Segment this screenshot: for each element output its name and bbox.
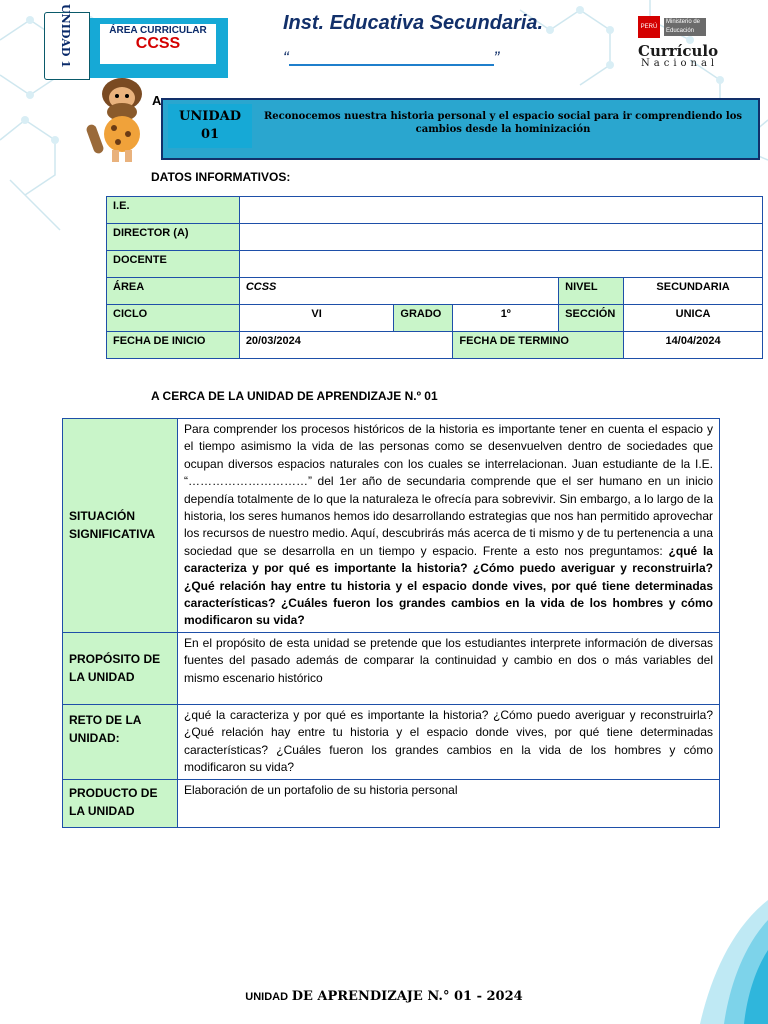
banner-title: Reconocemos nuestra historia personal y el espacio social para ir comprendiendo los cambios desde la hominización bbox=[256, 104, 750, 148]
ciclo-value: VI bbox=[239, 305, 394, 332]
about-table bbox=[62, 418, 720, 828]
quote-close: ” bbox=[493, 48, 500, 67]
unit-tab-label: UNIDAD 1 bbox=[59, 4, 72, 68]
area-label: ÁREA CURRICULAR bbox=[109, 25, 207, 36]
about-title: A CERCA DE LA UNIDAD DE APRENDIZAJE N.º 01 bbox=[151, 389, 438, 403]
corner-wave-decoration bbox=[640, 900, 768, 1024]
blank-line bbox=[289, 52, 494, 66]
ie-value bbox=[239, 197, 762, 224]
inicio-label: FECHA DE INICIO bbox=[107, 332, 240, 359]
institution-title: Inst. Educativa Secundaria. bbox=[283, 12, 544, 34]
area-inner bbox=[100, 24, 216, 64]
producto-label: PRODUCTO DE LA UNIDAD bbox=[63, 779, 178, 827]
banner-unit-box bbox=[168, 104, 252, 148]
director-label: DIRECTOR (A) bbox=[107, 224, 240, 251]
banner-unit-number: 01 bbox=[200, 127, 220, 142]
reto-label: RETO DE LA UNIDAD: bbox=[63, 704, 178, 779]
table-row bbox=[107, 332, 763, 359]
ciclo-label: CICLO bbox=[107, 305, 240, 332]
nivel-value: SECUNDARIA bbox=[624, 278, 763, 305]
info-table bbox=[106, 196, 763, 359]
quote-open: “ bbox=[283, 48, 289, 67]
table-row bbox=[107, 197, 763, 224]
producto-text: Elaboración de un portafolio de su historia personal bbox=[178, 779, 720, 827]
footer-main: DE APRENDIZAJE N.° 01 - 2024 bbox=[291, 989, 523, 1004]
flag-label: PERÚ bbox=[640, 24, 658, 30]
reto-text: ¿qué la caracteriza y por qué es importante la historia? ¿Cómo puedo averiguar y reconstruirla? ¿Qué relación hay entre tu historia y el espacio donde vives, por qué tiene determinadas características? ¿Cuáles fueron los grandes cambios en la vida de los hombres y cómo modificaron su vida? bbox=[178, 704, 720, 779]
area-row-value: CCSS bbox=[239, 278, 558, 305]
table-row bbox=[63, 704, 720, 779]
area-row-label: ÁREA bbox=[107, 278, 240, 305]
ministry-label: Ministerio de Educación bbox=[664, 18, 706, 36]
grado-value: 1º bbox=[453, 305, 559, 332]
proposito-text: En el propósito de esta unidad se pretende que los estudiantes interprete información de diversas fuentes del pasado además de comparar la continuidad y cambio en dos o más variables del mismo escenario histórico bbox=[178, 632, 720, 704]
caveman-icon bbox=[86, 72, 158, 164]
situacion-questions: ¿qué la caracteriza y por qué es importante la historia? ¿Cómo puedo averiguar y reconstruirla? ¿Qué relación hay entre tu historia y el espacio donde vives, por qué tiene determinadas características? ¿Cuáles fueron los grandes cambios en la vida de los hombres y cómo modificaron su vida? bbox=[184, 543, 713, 628]
grado-label: GRADO bbox=[394, 305, 453, 332]
page-footer bbox=[0, 988, 768, 1004]
termino-value: 14/04/2024 bbox=[624, 332, 763, 359]
banner-unit-word: UNIDAD bbox=[179, 109, 241, 124]
peru-flag-icon bbox=[638, 16, 660, 38]
logo-subtitle: Nacional bbox=[641, 58, 719, 69]
logo-title: Currículo bbox=[638, 42, 719, 60]
table-row bbox=[107, 278, 763, 305]
table-row bbox=[107, 224, 763, 251]
table-row bbox=[107, 251, 763, 278]
table-row bbox=[63, 419, 720, 633]
termino-label: FECHA DE TERMINO bbox=[453, 332, 624, 359]
situacion-cell bbox=[178, 419, 720, 633]
datos-title: DATOS INFORMATIVOS: bbox=[151, 170, 291, 184]
situacion-label: SITUACIÓN SIGNIFICATIVA bbox=[63, 419, 178, 633]
seccion-label: SECCIÓN bbox=[559, 305, 624, 332]
situacion-text: Para comprender los procesos históricos de la historia es importante tener en cuenta el espacio y el tiempo asimismo la vida de las personas como se desenvuelven dentro de sociedades que ocupan diversos espacios naturales con los cuales se interrelacionan. Juan estudiante de la I.E. “…………………………” del 1er año de secundaria comprende que el ser humano en un inicio dependía totalmente de lo que la naturaleza le ofrecía para sobrevivir. Sin embargo, a lo largo de la historia, los seres humanos hemos ido desarrollando estrategias que nos han permitido aprovechar los recursos de nuestro medio. Aquí, descubrirás más acerca de ti mismo y de tu pertenencia a una sociedad que se desarrolla en un tiempo y espacio. Frente a esto nos preguntamos: bbox=[184, 422, 713, 558]
table-row bbox=[63, 632, 720, 704]
inicio-value: 20/03/2024 bbox=[239, 332, 453, 359]
area-value: CCSS bbox=[135, 35, 181, 52]
table-row bbox=[63, 779, 720, 827]
table-row bbox=[107, 305, 763, 332]
proposito-label: PROPÓSITO DE LA UNIDAD bbox=[63, 632, 178, 704]
seccion-value: UNICA bbox=[624, 305, 763, 332]
ie-label: I.E. bbox=[107, 197, 240, 224]
institution-name-blank bbox=[283, 48, 499, 68]
docente-value bbox=[239, 251, 762, 278]
director-value bbox=[239, 224, 762, 251]
docente-label: DOCENTE bbox=[107, 251, 240, 278]
nivel-label: NIVEL bbox=[559, 278, 624, 305]
banner-letter: A bbox=[152, 93, 162, 108]
footer-prefix: UNIDAD bbox=[245, 991, 289, 1003]
